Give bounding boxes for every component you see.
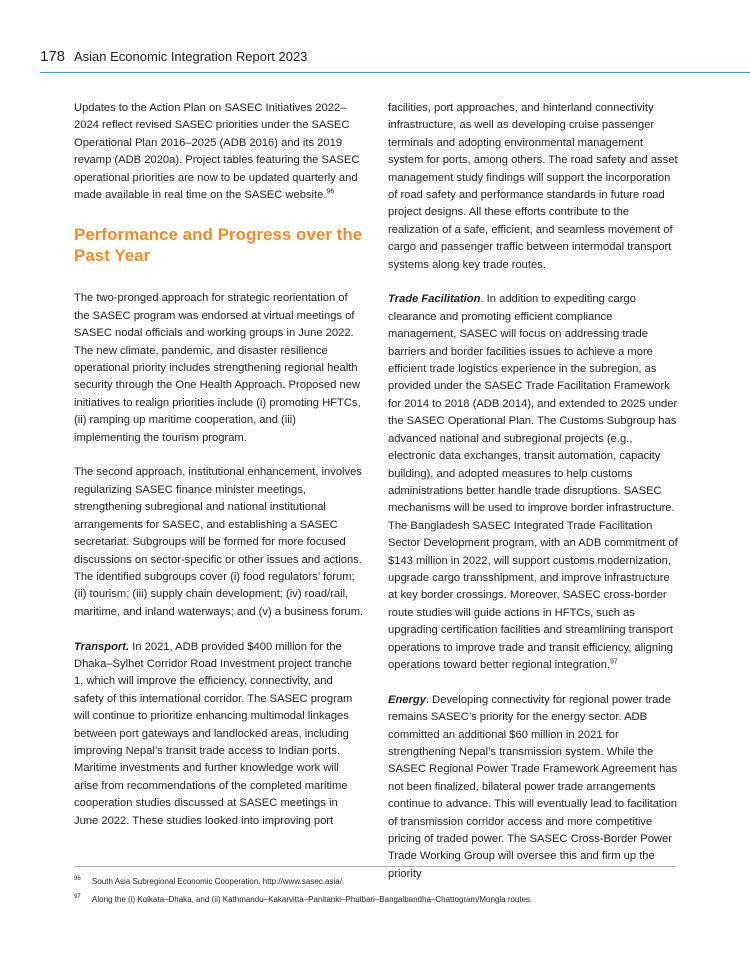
running-title: Asian Economic Integration Report 2023 [74,49,308,64]
paragraph-transport: Transport. In 2021, ADB provided $400 million for the Dhaka–Sylhet Corridor Road Investment project tranche 1, which will improve the efficiency, connectivity, and safety of this international corridor. The SASEC program will continue to prioritize enhancing multimodal linkages between port gateways and landlocked areas, including improving Nepal’s transit trade access to Indian ports. Maritime investments and further knowledge work will arise from recommendations of the completed maritime cooperation studies discussed at SASEC meetings in June 2022. These studies looked into improving port [74,640,353,827]
footnote-ref-96: 96 [326,188,335,196]
section-heading: Performance and Progress over the Past Year [74,225,363,266]
left-column [74,100,364,847]
paragraph-action-plan: Updates to the Action Plan on SASEC Initiatives 2022–2024 reflect revised SASEC priorities under the SASEC Operational Plan 2016–2025 (ADB 2016) and its 2019 revamp (ADB 2020a). Project tables featuring the SASEC operational priorities are now to be updated quarterly and made available in real time on the SASEC website.$^{96}$ [74,102,360,202]
footnote-97 [74,891,676,909]
header-rule [40,72,750,73]
page-header [40,48,750,74]
transport-lead: Transport. [74,640,130,653]
footnote-mark: 96 [74,876,81,882]
footnote-ref-97: 97 [610,658,618,666]
energy-lead: Energy [388,693,426,706]
footnote-rule [74,866,676,867]
footnote-mark: 97 [74,894,81,900]
paragraph-institutional: The second approach, institutional enhancement, involves regularizing SASEC finance minister meetings, strengthening subregional and national institutional arrangements for SASEC, and establishing a SASEC secretariat. Subgroups will be formed for more focused discussions on sector-specific or other issues and actions. The identified subgroups cover (i) food regulators’ forum; (ii) tourism; (iii) supply chain development; (iv) road/rail, maritime, and inland waterways; and (v) a business forum. [74,466,364,618]
trade-facilitation-lead: Trade Facilitation [388,293,481,306]
right-column [388,100,678,901]
paragraph-two-pronged: The two-pronged approach for strategic reorientation of the SASEC program was endorsed at virtual meetings of SASEC nodal officials and working groups in June 2022. The new climate, pandemic, and disaster resilience operational priority includes strengthening regional health security through the One Health Approach. Proposed new initiatives to realign priorities include (i) promoting HFTCs, (ii) ramping up maritime cooperation, and (iii) implementing the tourism program. [74,292,361,444]
footnote-text: Along the (i) Kolkata–Dhaka, and (ii) Kathmandu–Kakarvitta–Panitanki–Phulbari–Bangalbandha–Chattogram/Mongla routes. [92,895,533,904]
paragraph-trade-facilitation: Trade Facilitation. In addition to expediting cargo clearance and promoting efficient compliance management, SASEC will focus on addressing trade barriers and border facilities issues to achieve a more efficient trade logistics experience in the subregion, as provided under the SASEC Trade Facilitation Framework for 2014 to 2018 (ADB 2014), and extended to 2025 under the SASEC Operational Plan. The Customs Subgroup has advanced national and subregional projects (e.g., electronic data exchanges, transit automation, capacity building), and adopted measures to help customs administrations better handle trade disruptions. SASEC mechanisms will be used to improve border infrastructure. The Bangladesh SASEC Integrated Trade Facilitation Sector Development program, with an ADB commitment of $143 million in 2022, will support customs modernization, upgrade cargo transshipment, and improve infrastructure at key border crossings. Moreover, SASEC cross-border route studies will guide actions in HFTCs, such as upgrading certification facilities and streamlining transport operations to improve trade and transit efficiency, aligning operations toward better regional integration.$^{97}$ [388,293,678,671]
paragraph-energy: Energy. Developing connectivity for regional power trade remains SASEC’s priority for the energy sector. ADB committed an additional $60 million in 2021 for strengthening Nepal’s transmission system. While the SASEC Regional Power Trade Framework Agreement has not been finalized, bilateral power trade arrangements continue to advance. This will eventually lead to facilitation of transmission corridor access and more competitive pricing of traded power. The SASEC Cross-Border Power Trade Working Group will oversee this and firm up the priority [388,693,678,880]
footnotes [74,866,676,909]
page-number: 178 [40,48,66,65]
footnote-text: South Asia Subregional Economic Cooperation. http://www.sasec.asia/. [92,877,345,886]
paragraph-port-facilities: facilities, port approaches, and hinterland connectivity infrastructure, as well as developing cruise passenger terminals and adopting environmental management system for ports, among others. The road safety and asset management study findings will support the incorporation of road safety and performance standards in future road project designs. All these efforts contribute to the realization of a safe, efficient, and seamless movement of cargo and passenger traffic between intermodal transport systems along key trade routes. [388,102,678,271]
footnote-96 [74,873,676,891]
